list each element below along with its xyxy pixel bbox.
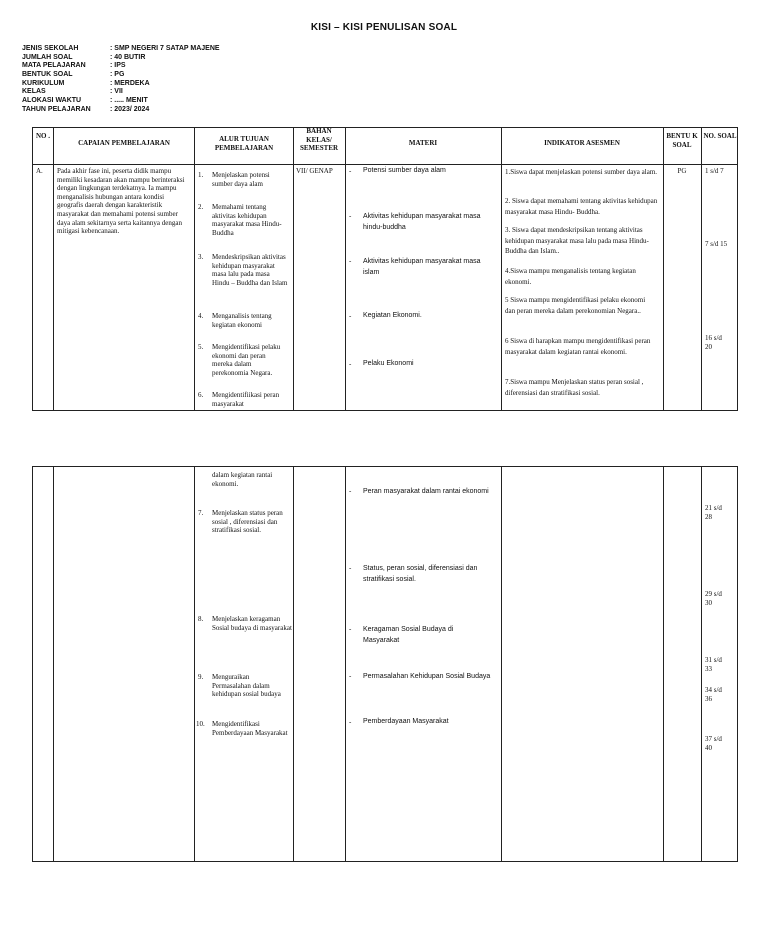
alur-text: Menjelaskan keragaman Sosial budaya di masyarakat <box>212 615 292 632</box>
header-no: NO . <box>36 132 50 140</box>
materi-bullet: - <box>349 167 352 175</box>
header-indikator: INDIKATOR ASESMEN <box>544 139 620 147</box>
indikator-item: 3. Siswa dapat mendeskripsikan tentang aktivitas kehidupan masyarakat masa lalu pada masa Hindu-Buddha dan Islam.. <box>505 226 649 255</box>
meta-value: : MERDEKA <box>110 79 150 87</box>
alur-text: Menganalisis tentang kegiatan ekonomi <box>212 312 272 329</box>
materi-item: Keragaman Sosial Budaya di Masyarakat <box>363 626 454 644</box>
meta-row <box>22 71 220 80</box>
header-materi: MATERI <box>408 139 438 147</box>
meta-key: TAHUN PELAJARAN <box>22 105 91 113</box>
materi-bullet: - <box>349 212 352 220</box>
column-divider <box>663 467 664 861</box>
alur-number: 8. <box>198 615 204 623</box>
materi-item: Pelaku Ekonomi <box>363 360 414 367</box>
materi-item: Aktivitas kehidupan masyarakat masa hindu-buddha <box>363 213 481 231</box>
meta-row <box>22 54 220 63</box>
alur-text: dalam kegiatan rantai ekonomi. <box>212 471 273 488</box>
alur-number: 3. <box>198 253 204 261</box>
materi-bullet: - <box>349 718 352 726</box>
meta-key: MATA PELAJARAN <box>22 62 86 70</box>
materi-bullet: - <box>349 487 352 495</box>
nosoal-range: 29 s/d 30 <box>705 590 722 607</box>
column-divider <box>293 467 294 861</box>
column-divider <box>293 128 294 410</box>
column-divider <box>701 467 702 861</box>
capaian-text: Pada akhir fase ini, peserta didik mampu memiliki kesadaran akan mampu berinteraksi dengan lingkungan terdekatnya. Ia mampu menganalisis hubungan antara kondisi geografis daerah dengan karakteristik masyarakat dan memahami potensi sumber daya alam sekitarnya serta kaitannya dengan mitigasi kebencanaan. <box>57 167 185 236</box>
column-divider <box>194 467 195 861</box>
header-alur: ALUR TUJUAN PEMBELAJARAN <box>214 135 274 152</box>
materi-item: Status, peran sosial, diferensiasi dan stratifikasi sosial. <box>363 565 478 583</box>
alur-number: 2. <box>198 203 204 211</box>
alur-number: 5. <box>198 343 204 351</box>
nosoal-range: 16 s/d 20 <box>705 334 722 351</box>
meta-key: JENIS SEKOLAH <box>22 45 79 52</box>
meta-value: : 40 BUTIR <box>110 53 146 61</box>
nosoal-range: 1 s/d 7 <box>705 167 724 175</box>
document-meta <box>22 45 220 115</box>
indikator-item: 5 Siswa mampu mengidentifikasi pelaku ekonomi dan peran mereka dalam perekonomian Negara.. <box>505 296 646 315</box>
page-title: KISI – KISI PENULISAN SOAL <box>310 22 458 33</box>
header-bahan: BAHAN KELAS/ SEMESTER <box>299 127 339 152</box>
alur-number: 10. <box>196 720 205 728</box>
nosoal-range: 34 s/d 36 <box>705 686 722 703</box>
column-divider <box>663 128 664 410</box>
alur-number: 7. <box>198 509 204 517</box>
alur-text: Menguraikan Permasalahan dalam kehidupan sosial budaya <box>212 673 281 699</box>
materi-item: Permasalahan Kehidupan Sosial Budaya <box>363 673 491 680</box>
nosoal-range: 37 s/d 40 <box>705 735 722 752</box>
materi-bullet: - <box>349 564 352 572</box>
materi-item: Potensi sumber daya alam <box>363 167 446 174</box>
meta-value: : SMP NEGERI 7 SATAP MAJENE <box>110 45 220 52</box>
column-divider <box>501 467 502 861</box>
alur-number: 9. <box>198 673 204 681</box>
column-divider <box>501 128 502 410</box>
alur-number: 1. <box>198 171 204 179</box>
alur-text: Mendeskripsikan aktivitas kehidupan masyarakat masa lalu pada masa Hindu – Buddha dan Islam <box>212 253 288 287</box>
kisi-table-page-2 <box>32 466 738 862</box>
meta-row <box>22 45 220 54</box>
meta-value: : ..... MENIT <box>110 97 148 105</box>
meta-row <box>22 62 220 71</box>
header-divider <box>33 164 737 165</box>
meta-key: BENTUK SOAL <box>22 71 73 79</box>
indikator-item: 2. Siswa dapat memahami tentang aktivitas kehidupan masyarakat masa Hindu- Buddha. <box>505 197 658 216</box>
nosoal-range: 31 s/d 33 <box>705 656 722 673</box>
nosoal-range: 21 s/d 28 <box>705 504 722 521</box>
bahan-kelas: VII/ GENAP <box>296 167 333 175</box>
meta-key: KURIKULUM <box>22 79 65 87</box>
meta-row <box>22 106 220 115</box>
indikator-item: 1.Siswa dapat menjelaskan potensi sumber daya alam. <box>505 168 658 176</box>
materi-bullet: - <box>349 672 352 680</box>
materi-item: Pemberdayaan Masyarakat <box>363 718 449 725</box>
materi-bullet: - <box>349 312 352 320</box>
meta-value: : IPS <box>110 62 126 70</box>
column-divider <box>345 128 346 410</box>
materi-bullet: - <box>349 625 352 633</box>
materi-item: Kegiatan Ekonomi. <box>363 312 422 319</box>
meta-value: : 2023/ 2024 <box>110 105 150 113</box>
indikator-item: 4.Siswa mampu menganalisis tentang kegiatan ekonomi. <box>505 267 636 286</box>
alur-text: Memahami tentang aktivitas kehidupan masyarakat masa Hindu- Buddha <box>212 203 282 237</box>
column-divider <box>345 467 346 861</box>
kisi-table-page-1 <box>32 127 738 411</box>
alur-number: 6. <box>198 391 204 399</box>
header-capaian: CAPAIAN PEMBELAJARAN <box>78 139 170 147</box>
materi-item: Peran masyarakat dalam rantai ekonomi <box>363 488 489 495</box>
alur-text: Menjelaskan status peran sosial , diferensiasi dan stratifikasi sosial. <box>212 509 283 535</box>
materi-bullet: - <box>349 257 352 265</box>
indikator-item: 7.Siswa mampu Menjelaskan status peran sosial , diferensiasi dan stratifikasi sosial. <box>505 378 644 397</box>
column-divider <box>53 467 54 861</box>
materi-bullet: - <box>349 360 352 368</box>
header-nosoal: NO. SOAL <box>703 132 737 140</box>
column-divider <box>53 128 54 410</box>
column-divider <box>701 128 702 410</box>
meta-value: : VII <box>110 88 123 96</box>
row-number: A. <box>36 167 43 175</box>
materi-item: Aktivitas kehidupan masyarakat masa islam <box>363 258 481 276</box>
alur-number: 4. <box>198 312 204 320</box>
meta-row <box>22 80 220 89</box>
alur-text: Menjelaskan potensi sumber daya alam <box>212 171 270 188</box>
bentuk-soal: PG <box>677 167 687 175</box>
indikator-item: 6 Siswa di harapkan mampu mengidentifikasi peran masyarakat dalam kegiatan rantai ekonomi. <box>505 337 651 356</box>
header-bentuk: BENTU K SOAL <box>666 132 698 149</box>
meta-key: ALOKASI WAKTU <box>22 97 82 105</box>
alur-text: Mengidentifikasi pelaku ekonomi dan peran mereka dalam perekonomia Negara. <box>212 343 281 377</box>
meta-key: KELAS <box>22 88 46 96</box>
column-divider <box>194 128 195 410</box>
meta-value: : PG <box>110 71 125 79</box>
meta-row <box>22 88 220 97</box>
meta-row <box>22 97 220 106</box>
alur-text: Mengidentifiikasi peran masyarakat <box>212 391 280 408</box>
alur-text: Mengidentifikasi Pemberdayaan Masyarakat <box>212 720 288 737</box>
nosoal-range: 7 s/d 15 <box>705 240 728 248</box>
meta-key: JUMLAH SOAL <box>22 53 73 61</box>
